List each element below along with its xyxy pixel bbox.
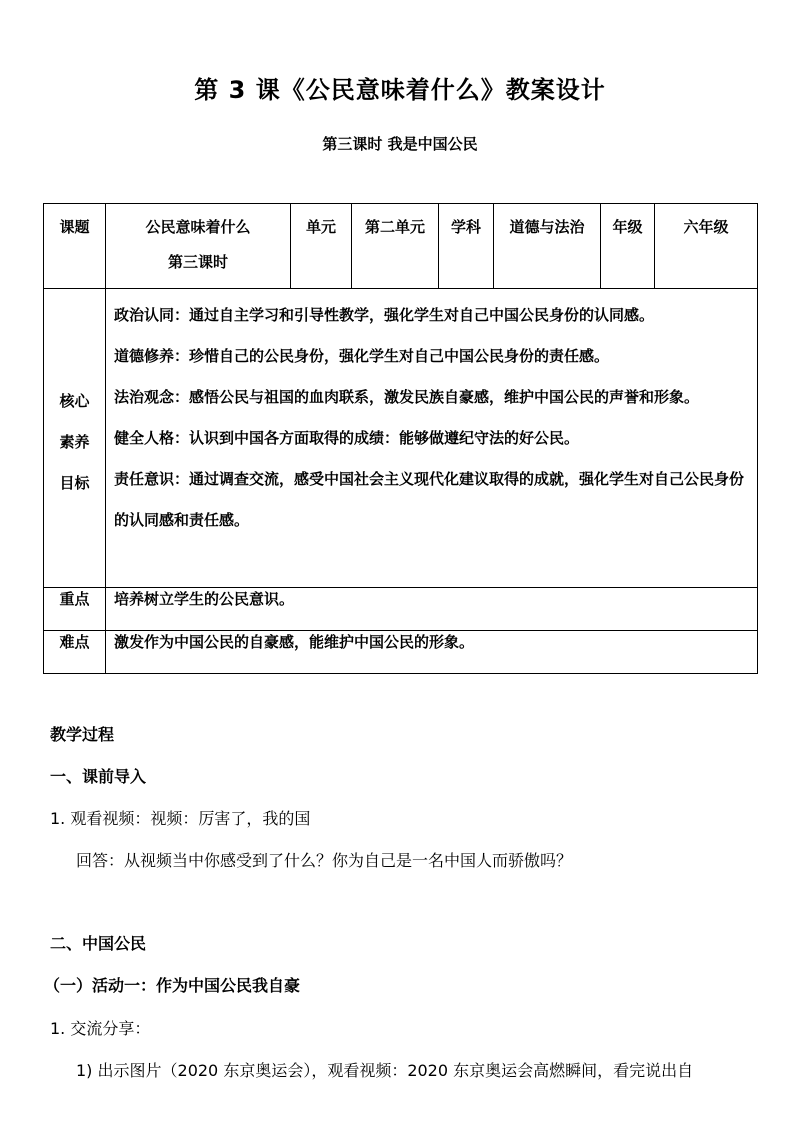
table-header-row [44,204,758,289]
subject-value-cell: 道德与法治 [494,204,601,289]
unit-label-cell: 单元 [291,204,352,289]
key-point-row [44,588,758,631]
difficulty-value: 激发作为中国公民的自豪感，能维护中国公民的形象。 [106,631,758,674]
list-item-answer: 回答：从视频当中你感受到了什么？你为自己是一名中国人而骄傲吗？ [76,851,573,870]
grade-label-cell: 年级 [601,204,655,289]
unit-value-cell: 第二单元 [352,204,439,289]
activity-heading: （一）活动一：作为中国公民我自豪 [44,976,301,995]
core-goals-label: 核心 素养 目标 [44,289,106,588]
key-point-value: 培养树立学生的公民意识。 [106,588,758,631]
difficulty-label: 难点 [44,631,106,674]
topic-label-cell: 课题 [44,204,106,289]
list-item: 1. 交流分享： [50,1019,151,1038]
goal-item: 道德修养：珍惜自己的公民身份，强化学生对自己中国公民身份的责任感。 [114,347,610,365]
lesson-plan-table [43,203,758,674]
document-subtitle: 第三课时 我是中国公民 [322,135,478,153]
grade-value-cell: 六年级 [655,204,758,289]
topic-value-cell: 公民意味着什么 第三课时 [106,204,291,289]
core-goals-row [44,289,758,588]
subject-label-cell: 学科 [439,204,494,289]
process-heading: 教学过程 [50,725,115,744]
goal-item: 责任意识：通过调查交流，感受中国社会主义现代化建议取得的成就，强化学生对自己公民身份的认同感和责任感。 [114,470,745,529]
section-heading: 二、中国公民 [50,934,147,953]
list-item: 1. 观看视频：视频：厉害了，我的国 [50,809,311,828]
document-title: 第 3 课《公民意味着什么》教案设计 [194,76,606,104]
goal-item: 政治认同：通过自主学习和引导性教学，强化学生对自己中国公民身份的认同感。 [114,306,655,324]
section-heading: 一、课前导入 [50,767,147,786]
core-goals-content [106,289,758,588]
key-point-label: 重点 [44,588,106,631]
sub-list-item: 1) 出示图片（2020 东京奥运会），观看视频：2020 东京奥运会高燃瞬间，看完说出自 [76,1061,694,1080]
goal-item: 法治观念：感悟公民与祖国的血肉联系，激发民族自豪感，维护中国公民的声誉和形象。 [114,388,700,406]
goal-item: 健全人格：认识到中国各方面取得的成绩：能够做遵纪守法的好公民。 [114,429,580,447]
difficulty-row [44,631,758,674]
